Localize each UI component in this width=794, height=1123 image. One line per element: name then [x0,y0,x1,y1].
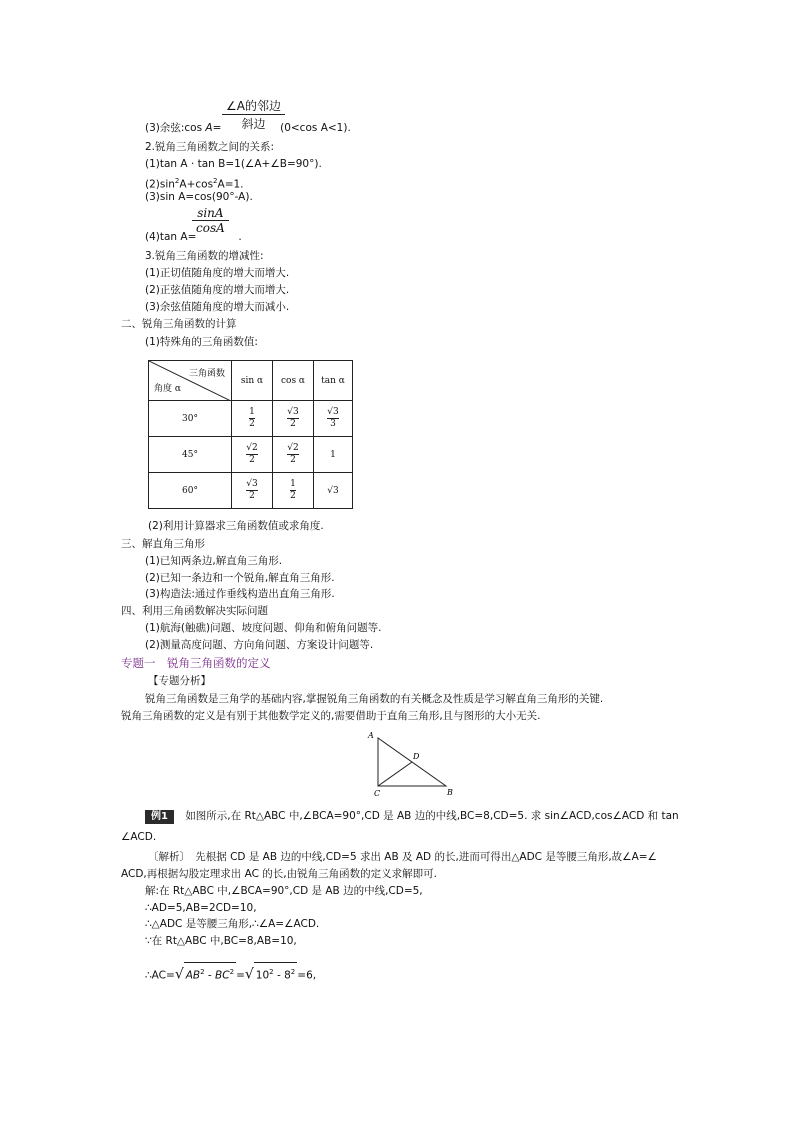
table-header-diagonal: 三角函数 角度 α [149,361,232,401]
example-1-line-2: ∠ACD. [121,831,157,843]
vertex-label-b: B [447,788,453,797]
vertex-label-d: D [413,752,420,761]
section-2-item-2: (2)利用计算器求三角函数值或求角度. [148,520,324,532]
table-row: 30° $\frac{1}{2}$ $\frac{√3}{2}$ $\frac{√3}{3}$ [149,401,353,437]
section-2-item-1: (1)特殊角的三角函数值: [145,336,258,348]
relation-1: (1)tan A · tan B=1(∠A+∠B=90°). [145,158,322,170]
solution-line-4: ∵在 Rt△ABC 中,BC=8,AB=10, [145,935,297,947]
section-2-heading: 二、锐角三角函数的计算 [121,318,237,330]
monotonicity-2: (2)正弦值随角度的增大而增大. [145,284,290,296]
section-4-item-2: (2)测量高度问题、方向角问题、方案设计问题等. [145,639,374,651]
table-row: 60° $\frac{√3}{2}$ $\frac{1}{2}$ √3 [149,473,353,509]
sqrt-expression-1: $AB^2 - BC^2$ [184,962,236,985]
solution-line-5: ∴AC=√ $AB^2 - BC^2$ =√ $10^2 - 8^2 =6$, [145,962,316,985]
section-3-item-3: (3)构造法:通过作垂线构造出直角三角形. [145,588,335,600]
fraction-denominator: 斜边 [241,117,266,131]
triangle-figure [366,730,456,798]
relation-3: (3)sin A=cos(90°-A). [145,191,253,203]
col-header-cos: cos α [273,361,314,401]
vertex-label-c: C [374,789,381,798]
monotonicity-title: 3.锐角三角函数的增减性: [145,250,264,262]
col-header-tan: tan α [314,361,353,401]
section-3-item-1: (1)已知两条边,解直角三角形. [145,555,283,567]
sqrt-expression-2: $10^2 - 8^2$ [254,962,297,985]
special-angle-table [148,360,353,509]
monotonicity-1: (1)正切值随角度的增大而增大. [145,267,290,279]
monotonicity-3: (3)余弦值随角度的增大而减小. [145,301,290,313]
solution-line-3: ∴△ADC 是等腰三角形,∴∠A=∠ACD. [145,918,320,930]
example-analysis-1: 〔解析〕 先根据 CD 是 AB 边的中线,CD=5 求出 AB 及 AD 的长,进而可得出△ADC 是等腰三角形,故∠A=∠ [148,851,657,863]
relation-2: $(2)\sin^2A+\cos^2A=1$. [145,177,244,191]
section-3-item-2: (2)已知一条边和一个锐角,解直角三角形. [145,572,335,584]
topic-analysis-label: 【专题分析】 [148,675,211,687]
topic-title: 专题一 锐角三角函数的定义 [121,656,271,670]
example-1-line-1: 例1 如图所示,在 Rt△ABC 中,∠BCA=90°,CD 是 AB 边的中线,BC=8,CD=5. 求 sin∠ACD,cos∠ACD 和 tan [145,809,679,824]
cos-definition-line: (3)余弦:cos A= (0<cos A<1). [145,122,351,134]
relations-title: 2.锐角三角函数之间的关系: [145,141,275,153]
topic-analysis-paragraph-2: 锐角三角函数的定义是有别于其他数学定义的,需要借助于直角三角形,且与图形的大小无关. [121,710,541,722]
relation-4: (4)tan A= . [145,231,242,243]
tan-relation-fraction: $\frac{\sin A}{\cos A}$ [192,206,229,235]
fraction-numerator: ∠A的邻边 [226,99,281,113]
vertex-label-a: A [368,731,374,740]
table-row: 45° $\frac{√2}{2}$ $\frac{√2}{2}$ 1 [149,437,353,473]
example-analysis-2: ACD,再根据勾股定理求出 AC 的长,由锐角三角函数的定义求解即可. [121,868,437,880]
solution-line-2: ∴AD=5,AB=2CD=10, [145,902,257,914]
example-badge: 例1 [145,810,174,824]
solution-line-1: 解:在 Rt△ABC 中,∠BCA=90°,CD 是 AB 边的中线,CD=5, [145,885,423,897]
col-header-sin: sin α [232,361,273,401]
section-3-heading: 三、解直角三角形 [121,538,205,550]
topic-analysis-paragraph-1: 锐角三角函数是三角学的基础内容,掌握锐角三角函数的有关概念及性质是学习解直角三角形的关键. [145,693,604,705]
section-4-heading: 四、利用三角函数解决实际问题 [121,605,268,617]
section-4-item-1: (1)航海(触礁)问题、坡度问题、仰角和俯角问题等. [145,622,382,634]
